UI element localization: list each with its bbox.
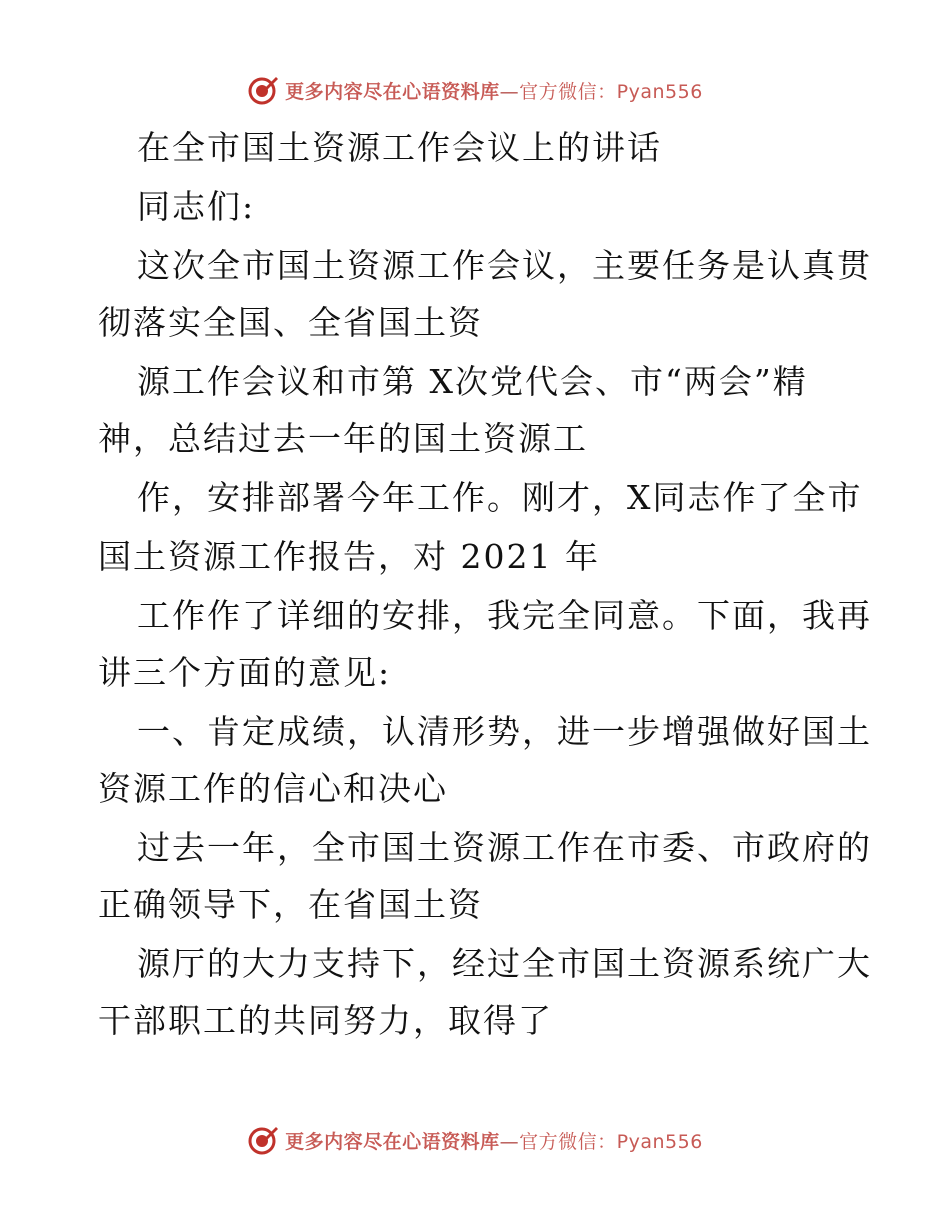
pen-logo-icon <box>247 74 279 106</box>
watermark-text <box>285 77 703 104</box>
paragraph-line: 国土资源工作报告，对 2021 年 <box>98 537 600 576</box>
watermark-banner-bottom <box>0 1120 950 1160</box>
section-heading: 资源工作的信心和决心 <box>98 769 448 808</box>
salutation: 同志们: <box>137 187 256 226</box>
document-title: 在全市国土资源工作会议上的讲话 <box>137 128 662 167</box>
watermark-separator: — <box>499 1130 520 1153</box>
pen-logo-icon <box>247 1124 279 1156</box>
paragraph-line: 彻落实全国、全省国土资 <box>98 303 483 342</box>
watermark-separator: — <box>499 80 520 103</box>
paragraph-line: 作，安排部署今年工作。刚才，X同志作了全市 <box>137 478 863 517</box>
paragraph-line: 正确领导下，在省国土资 <box>98 885 483 924</box>
watermark-site-text: 更多内容尽在心语资料库 <box>285 1130 500 1153</box>
paragraph-line: 源厅的大力支持下，经过全市国土资源系统广大 <box>137 944 872 983</box>
paragraph-line: 干部职工的共同努力，取得了 <box>98 1001 553 1040</box>
paragraph-line: 源工作会议和市第 X次党代会、市“两会”精 <box>137 362 808 401</box>
watermark-banner-top <box>0 70 950 110</box>
watermark-wechat-text: 官方微信：Pyan556 <box>519 80 703 103</box>
paragraph-line: 神，总结过去一年的国土资源工 <box>98 419 588 458</box>
section-heading: 一、肯定成绩，认清形势，进一步增强做好国土 <box>137 712 872 751</box>
watermark-site-text: 更多内容尽在心语资料库 <box>285 80 500 103</box>
watermark-wechat-text: 官方微信：Pyan556 <box>519 1130 703 1153</box>
paragraph-line: 讲三个方面的意见: <box>98 653 392 692</box>
paragraph-line: 这次全市国土资源工作会议，主要任务是认真贯 <box>137 246 872 285</box>
paragraph-line: 过去一年，全市国土资源工作在市委、市政府的 <box>137 828 872 867</box>
paragraph-line: 工作作了详细的安排，我完全同意。下面，我再 <box>137 596 872 635</box>
watermark-text <box>285 1127 703 1154</box>
